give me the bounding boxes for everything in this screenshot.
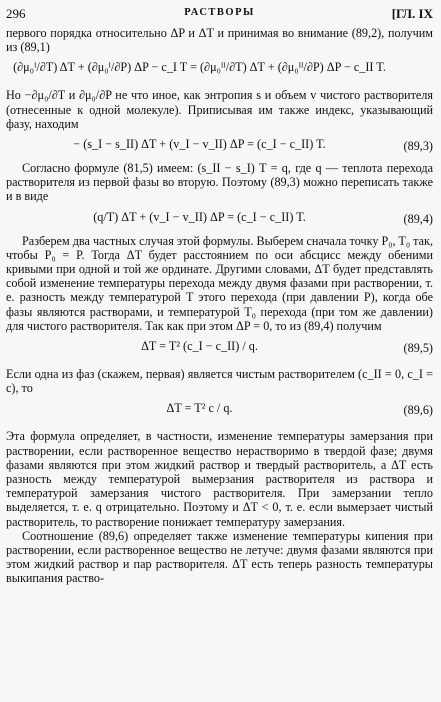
equation-3-number: (89,4) <box>403 211 433 226</box>
paragraph-6: Эта формула определяет, в частности, изменение температуры замерзания при растворении, если растворенное вещество нерастворимо в твердой фазе; двумя фазами являются при этом жидкий раствор и твердый растворитель, а ΔT есть разность между температурой вымерзания растворителя из раствора и температурой замерзания чистого растворителя. При замерзании тепло выделяется, т. е. q отрицательно. Поэтому и ΔT < 0, т. е. если вымерзает чистый растворитель, то растворение понижает температуру замерзания. <box>6 429 433 529</box>
equation-4 <box>6 335 433 365</box>
equation-4-formula: ΔT = T² (c_I − c_II) / q. <box>141 339 258 354</box>
equation-2 <box>6 133 433 159</box>
equation-1-formula: (∂μ₀ᴵ/∂T) ΔT + (∂μ₀ᴵ/∂P) ΔP − c_I T = (∂μ₀ᴵᴵ/∂T) ΔT + (∂μ₀ᴵᴵ/∂P) ΔP − c_II T. <box>13 60 386 75</box>
running-title: РАСТВОРЫ <box>184 7 255 18</box>
running-header <box>6 6 433 22</box>
equation-5-formula: ΔT = T² c / q. <box>166 401 233 416</box>
paragraph-3: Согласно формуле (81,5) имеем: (s_II − s_I) T = q, где q — теплота перехода растворителя из первой фазы во вторую. Поэтому (89,3) можно переписать также и в виде <box>6 161 433 204</box>
equation-3 <box>6 206 433 232</box>
paragraph-1: первого порядка относительно ΔP и ΔT и принимая во внимание (89,2), получим из (89,1) <box>6 26 433 55</box>
paragraph-7: Соотношение (89,6) определяет также изменение температуры кипения при растворении, если растворенное вещество не летуче: двумя фазами являются при этом жидкий раствор и пар растворителя. ΔT есть теперь разность температуры выкипания раство- <box>6 528 433 586</box>
paragraph-2: Но −∂μ₀/∂T и ∂μ₀/∂P не что иное, как энтропия s и объем v чистого растворителя (отнесенные к одной молекуле). Приписывая им также индекс, указывающий фазу, находим <box>6 88 433 131</box>
chapter-label: [ГЛ. IX <box>391 6 433 21</box>
equation-2-formula: − (s_I − s_II) ΔT + (v_I − v_II) ΔP = (c_I − c_II) T. <box>73 137 326 152</box>
equation-4-number: (89,5) <box>403 341 433 356</box>
paragraph-4: Разберем два частных случая этой формулы. Выберем сначала точку P₀, T₀ так, чтобы P₀ = P. Тогда ΔT будет расстоянием по оси абсцисс между обеними кривыми при одной и той же ординате. Другими словами, ΔT будет представлять собой изменение температуры перехода между двумя фазами при растворении, т. е. разность между температурой T этого перехода (при давлении P), когда обе фазы являются растворами, и температурой T₀ перехода (при том же давлении) для чистого растворителя. Так как при этом ΔP = 0, то из (89,4) получим <box>6 233 433 333</box>
page-number: 296 <box>6 6 26 21</box>
equation-5-number: (89,6) <box>403 403 433 418</box>
equation-2-number: (89,3) <box>403 139 433 154</box>
paragraph-5: Если одна из фаз (скажем, первая) является чистым растворителем (c_II = 0, c_I = c), то <box>6 367 433 396</box>
equation-3-formula: (q/T) ΔT + (v_I − v_II) ΔP = (c_I − c_II) T. <box>93 209 306 224</box>
equation-1 <box>6 56 433 86</box>
equation-5 <box>6 397 433 427</box>
page-body <box>6 26 433 586</box>
